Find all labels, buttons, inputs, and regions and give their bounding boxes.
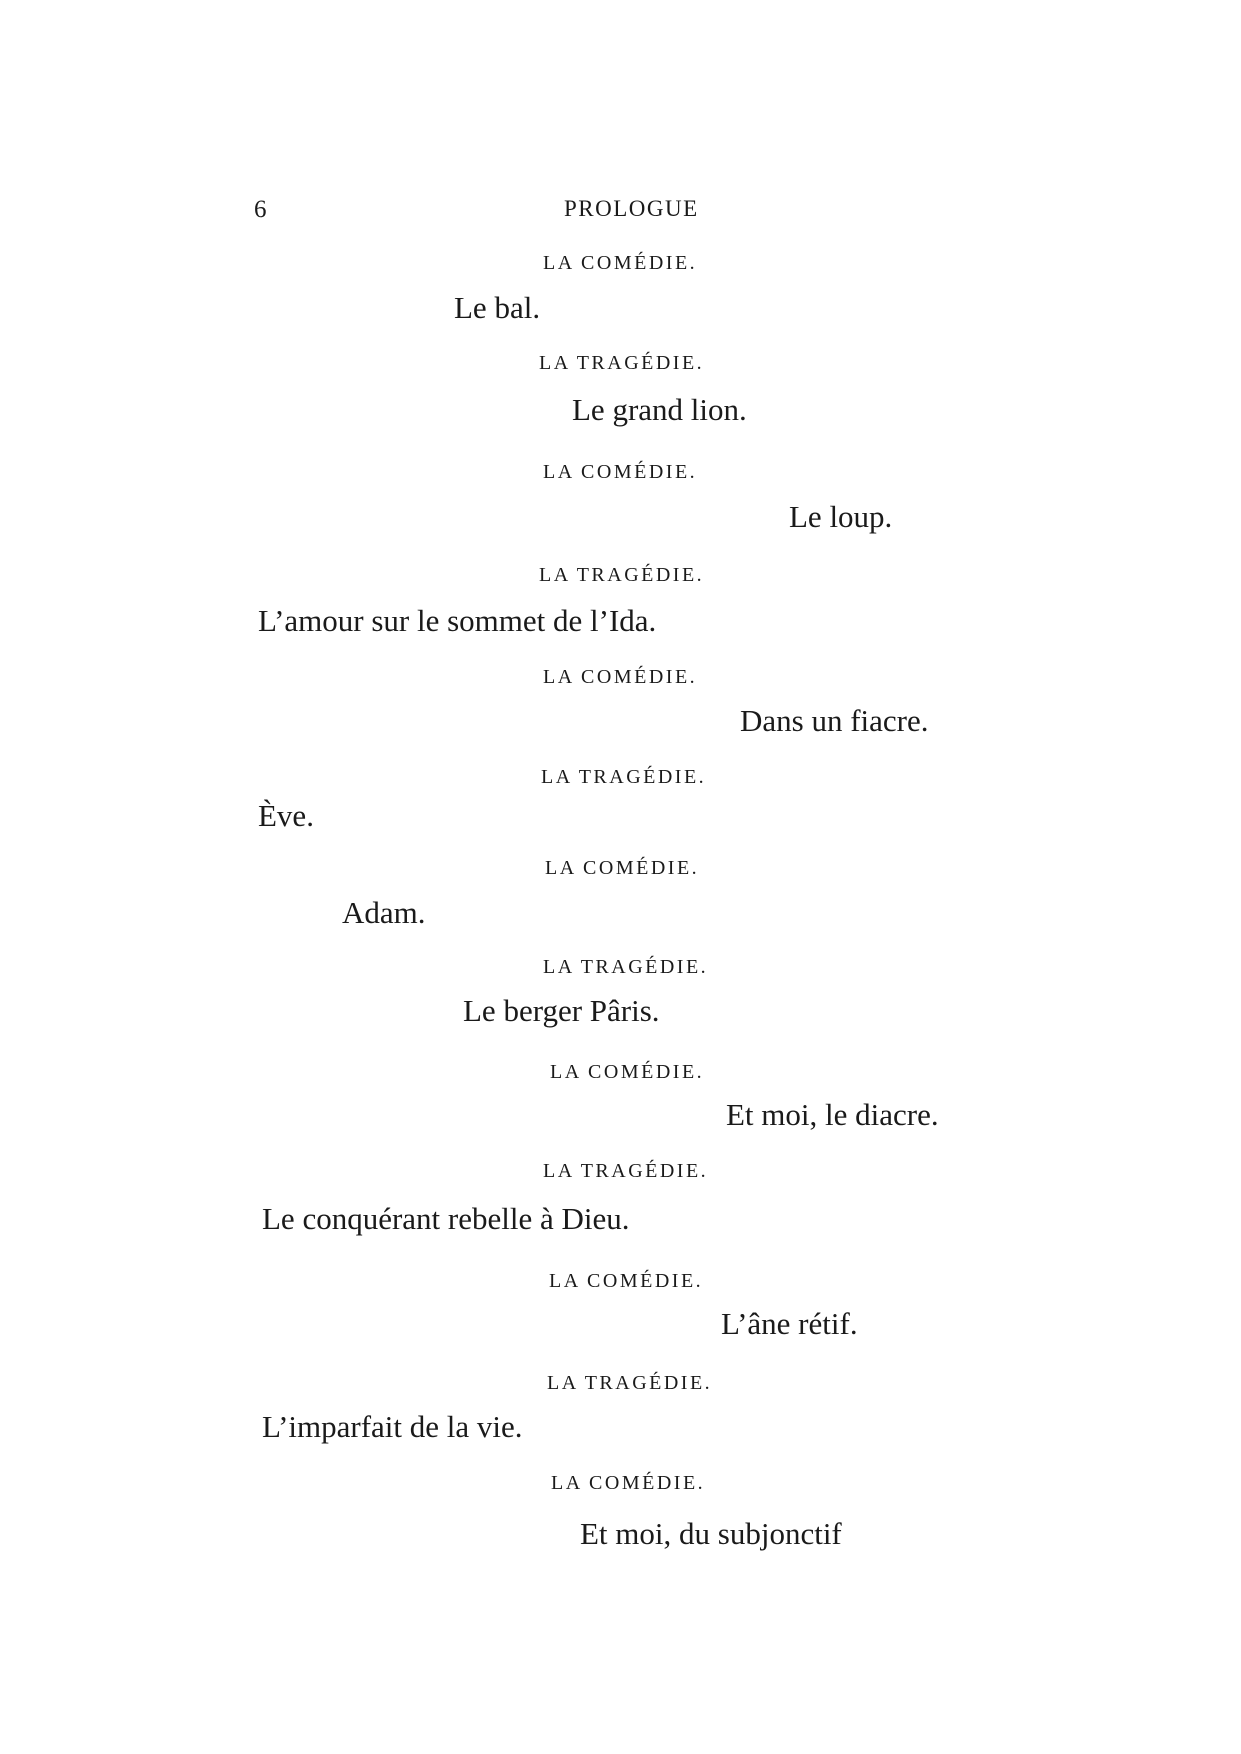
speaker-label: LA TRAGÉDIE. [543, 956, 709, 978]
speaker-label: LA TRAGÉDIE. [547, 1372, 713, 1394]
dialogue-line: Ève. [258, 798, 314, 833]
dialogue-line: Et moi, le diacre. [726, 1097, 939, 1132]
dialogue-line: L’amour sur le sommet de l’Ida. [258, 603, 657, 638]
speaker-label: LA COMÉDIE. [550, 1061, 705, 1083]
dialogue-line: L’imparfait de la vie. [262, 1409, 523, 1444]
speaker-label: LA COMÉDIE. [549, 1270, 704, 1292]
speaker-label: LA COMÉDIE. [543, 252, 698, 274]
speaker-label: LA TRAGÉDIE. [539, 564, 705, 586]
dialogue-line: Le grand lion. [572, 392, 747, 427]
speaker-label: LA COMÉDIE. [543, 461, 698, 483]
page-number: 6 [254, 196, 268, 223]
running-head: PROLOGUE [564, 196, 699, 221]
dialogue-line: Le bal. [454, 290, 541, 325]
dialogue-line: L’âne rétif. [721, 1306, 858, 1341]
speaker-label: LA COMÉDIE. [543, 666, 698, 688]
dialogue-line: Adam. [342, 895, 426, 930]
dialogue-line: Et moi, du subjonctif [580, 1516, 842, 1551]
speaker-label: LA TRAGÉDIE. [543, 1160, 709, 1182]
dialogue-line: Le conquérant rebelle à Dieu. [262, 1201, 630, 1236]
speaker-label: LA TRAGÉDIE. [541, 766, 707, 788]
dialogue-line: Le berger Pâris. [463, 993, 660, 1028]
dialogue-line: Le loup. [789, 499, 893, 534]
speaker-label: LA TRAGÉDIE. [539, 352, 705, 374]
dialogue-line: Dans un fiacre. [740, 703, 929, 738]
speaker-label: LA COMÉDIE. [551, 1472, 706, 1494]
speaker-label: LA COMÉDIE. [545, 857, 700, 879]
